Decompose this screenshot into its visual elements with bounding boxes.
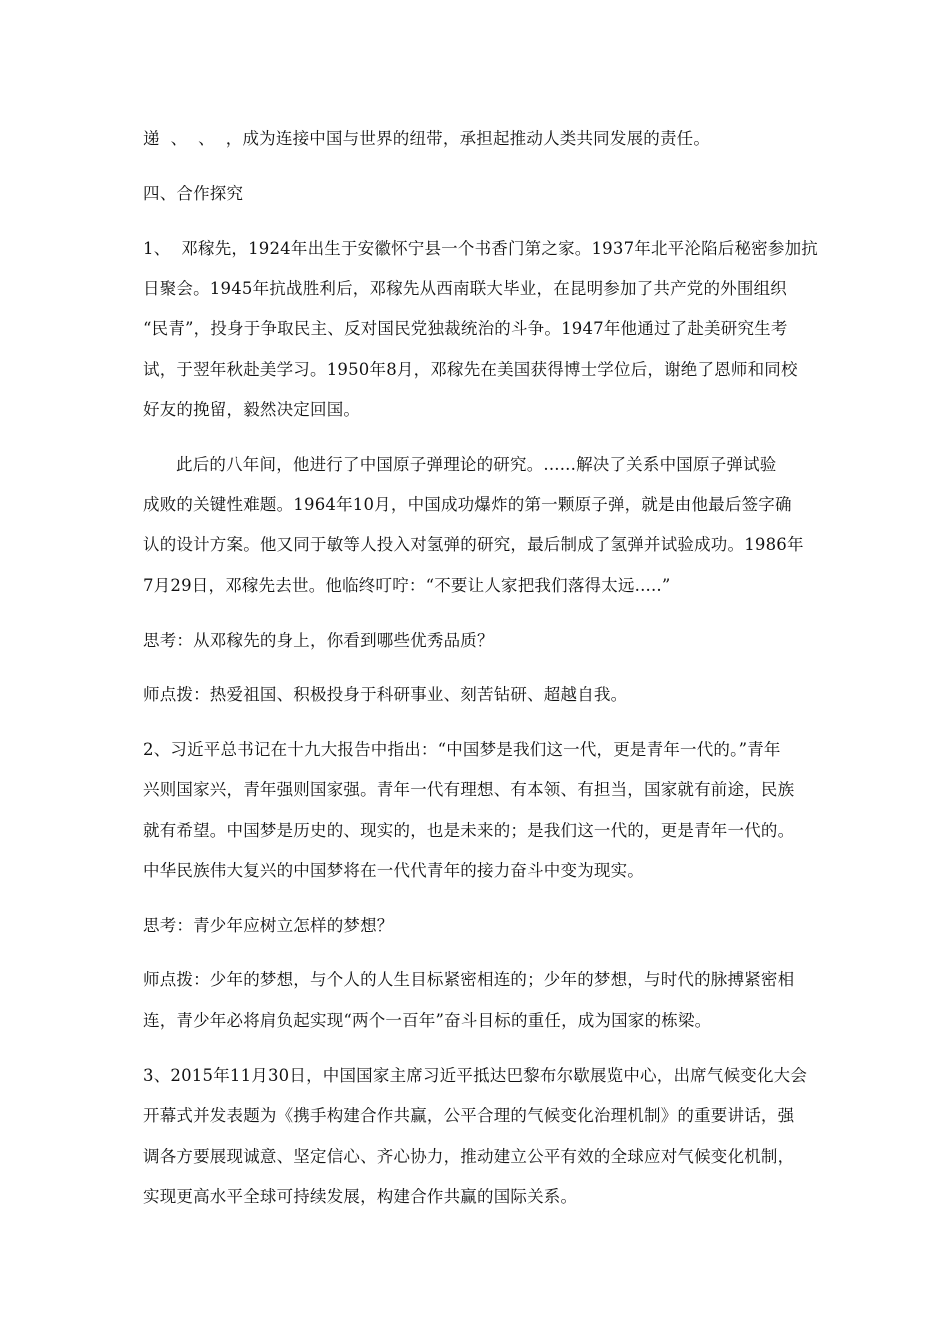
item1-p2-line: 认的设计方案。他又同于敏等人投入对氢弹的研究，最后制成了氢弹并试验成功。1986年 — [143, 535, 804, 554]
item2-answer-line: 连，青少年必将肩负起实现“两个一百年”奋斗目标的重任，成为国家的栋梁。 — [143, 1011, 712, 1030]
item1-p2-line: 7月29日，邓稼先去世。他临终叮咛：“不要让人家把我们落得太远.....” — [143, 576, 671, 595]
item1-line: “民青”，投身于争取民主、反对国民党独裁统治的斗争。1947年他通过了赴美研究生考 — [143, 319, 788, 338]
item3-line: 3、2015年11月30日，中国国家主席习近平抵达巴黎布尔歇展览中心，出席气候变化大会 — [143, 1066, 808, 1085]
item1-question: 思考：从邓稼先的身上，你看到哪些优秀品质？ — [143, 631, 494, 650]
item1-line: 日聚会。1945年抗战胜利后，邓稼先从西南联大毕业，在昆明参加了共产党的外围组织 — [143, 279, 787, 298]
item1-line: 好友的挽留，毅然决定回国。 — [143, 400, 361, 419]
item2-question: 思考：青少年应树立怎样的梦想？ — [143, 916, 394, 935]
item1-answer: 师点拨：热爱祖国、积极投身于科研事业、刻苦钻研、超越自我。 — [143, 685, 628, 704]
intro-line: 递 、 、 ，成为连接中国与世界的纽带，承担起推动人类共同发展的责任。 — [143, 129, 711, 148]
item1-p2-line: 此后的八年间，他进行了中国原子弹理论的研究。......解决了关系中国原子弹试验 — [176, 455, 777, 474]
section-heading: 四、合作探究 — [143, 184, 244, 203]
item1-line: 试，于翌年秋赴美学习。1950年8月，邓稼先在美国获得博士学位后，谢绝了恩师和同校 — [143, 360, 798, 379]
item2-line: 兴则国家兴，青年强则国家强。青年一代有理想、有本领、有担当，国家就有前途，民族 — [143, 780, 795, 799]
item3-line: 实现更高水平全球可持续发展，构建合作共赢的国际关系。 — [143, 1187, 578, 1206]
item3-line: 开幕式并发表题为《携手构建合作共赢，公平合理的气候变化治理机制》的重要讲话，强 — [143, 1106, 795, 1125]
item3-line: 调各方要展现诚意、坚定信心、齐心协力，推动建立公平有效的全球应对气候变化机制， — [143, 1147, 795, 1166]
item2-line: 中华民族伟大复兴的中国梦将在一代代青年的接力奋斗中变为现实。 — [143, 861, 644, 880]
item2-line: 就有希望。中国梦是历史的、现实的，也是未来的；是我们这一代的，更是青年一代的。 — [143, 821, 795, 840]
item2-line: 2、习近平总书记在十九大报告中指出：“中国梦是我们这一代，更是青年一代的。”青年 — [143, 740, 781, 759]
item2-answer-line: 师点拨：少年的梦想，与个人的人生目标紧密相连的；少年的梦想，与时代的脉搏紧密相 — [143, 970, 795, 989]
item1-line: 1、 邓稼先，1924年出生于安徽怀宁县一个书香门第之家。1937年北平沦陷后秘密参加抗 — [143, 239, 818, 258]
item1-p2-line: 成败的关键性难题。1964年10月，中国成功爆炸的第一颗原子弹，就是由他最后签字确 — [143, 495, 792, 514]
